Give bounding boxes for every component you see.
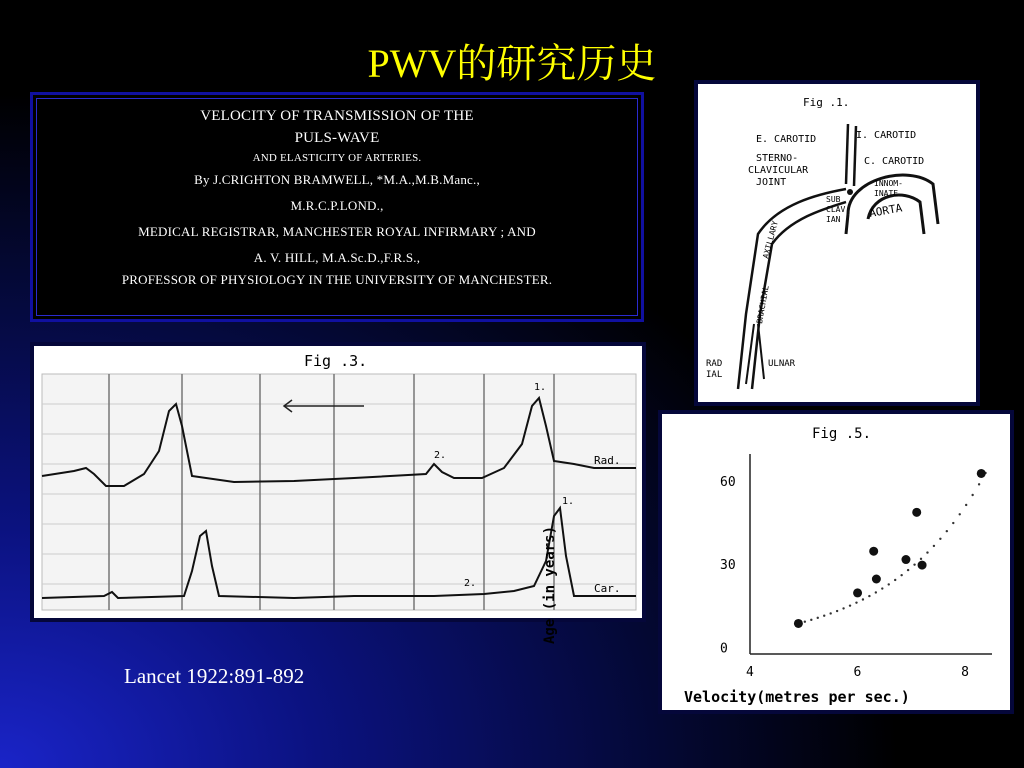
label-c-carotid: C. CAROTID — [864, 156, 925, 167]
paper-author-2: A. V. HILL, M.A.Sc.D.,F.R.S., — [253, 250, 421, 265]
trend-dot — [849, 604, 851, 606]
x-tick-label: 8 — [961, 665, 969, 680]
label-peak-1-rad: 1. — [534, 382, 547, 393]
label-inate: INATE — [874, 189, 899, 198]
trend-dot — [946, 530, 948, 532]
label-ulnar: ULNAR — [768, 359, 796, 369]
trend-dot — [933, 545, 935, 547]
paper-title-line-2: PULS-WAVE — [294, 130, 380, 146]
data-point — [794, 619, 803, 628]
label-car: Car. — [594, 582, 621, 595]
label-clavicular: CLAVICULAR — [748, 165, 809, 176]
paper-author-1-affiliation: MEDICAL REGISTRAR, MANCHESTER ROYAL INFIRMARY ; AND — [138, 224, 536, 239]
slide-title: PWV的研究历史 — [367, 41, 657, 86]
y-tick-label: 60 — [720, 474, 736, 490]
label-clav: CLAV — [826, 205, 846, 214]
citation-text: Lancet 1922:891-892 — [124, 664, 305, 688]
trend-dot — [881, 587, 883, 589]
trend-dot — [900, 574, 902, 576]
label-i-carotid: I. CAROTID — [856, 130, 917, 141]
data-point — [869, 547, 878, 556]
trend-dot — [875, 591, 877, 593]
fig1-frame — [694, 80, 980, 406]
data-point — [977, 469, 986, 478]
fig3-caption: Fig .3. — [304, 352, 368, 370]
paper-author-1: By J.CRIGHTON BRAMWELL, *M.A.,M.B.Manc., — [194, 172, 480, 187]
trend-dot — [855, 601, 857, 603]
trend-dot — [804, 621, 806, 623]
label-aorta: AORTA — [868, 201, 904, 220]
paper-author-1-degrees: M.R.C.P.LOND., — [290, 198, 384, 213]
trend-dot — [888, 583, 890, 585]
paper-subtitle: AND ELASTICITY OF ARTERIES. — [252, 152, 422, 164]
trend-dot — [823, 615, 825, 617]
paper-header-box — [30, 92, 644, 322]
fig1-caption: Fig .1. — [803, 96, 850, 109]
trend-dot — [971, 494, 973, 496]
data-point — [912, 508, 921, 517]
label-ian: IAN — [826, 215, 841, 224]
y-tick-label: 0 — [720, 641, 728, 657]
label-innom: INNOM- — [874, 179, 903, 188]
trend-dot — [939, 538, 941, 540]
y-tick-label: 30 — [720, 558, 736, 574]
trend-dot — [907, 569, 909, 571]
x-tick-label: 6 — [853, 665, 862, 680]
trend-dot — [952, 522, 954, 524]
trend-dot — [862, 598, 864, 600]
trend-dot — [810, 619, 812, 621]
label-radial-2: IAL — [706, 370, 723, 380]
trend-dot — [965, 504, 967, 506]
data-point — [872, 575, 881, 584]
label-radial-1: RAD — [706, 359, 723, 369]
trend-dot — [959, 513, 961, 515]
label-peak-1-car: 1. — [562, 496, 575, 507]
x-tick-label: 4 — [746, 665, 754, 680]
label-joint: JOINT — [756, 177, 787, 188]
data-point — [853, 588, 862, 597]
trend-dot — [894, 579, 896, 581]
label-sterno: STERNO- — [756, 153, 799, 164]
data-point — [918, 561, 927, 570]
trend-dot — [913, 563, 915, 565]
label-rad: Rad. — [594, 454, 621, 467]
trend-dot — [926, 551, 928, 553]
label-peak-2-car: 2. — [464, 578, 477, 589]
trend-dot — [842, 607, 844, 609]
trend-dot — [836, 610, 838, 612]
trend-dot — [868, 595, 870, 597]
label-e-carotid: E. CAROTID — [756, 134, 817, 145]
label-peak-2-rad: 2. — [434, 450, 447, 461]
trend-dot — [978, 483, 980, 485]
trend-dot — [817, 617, 819, 619]
x-axis-label: Velocity(metres per sec.) — [684, 688, 910, 706]
label-sub: SUB — [826, 195, 841, 204]
y-axis-label: Age (in years) — [542, 525, 558, 644]
trend-dot — [829, 612, 831, 614]
paper-title-line-1: VELOCITY OF TRANSMISSION OF THE — [200, 108, 474, 124]
label-brachial: BRACHIAL — [755, 284, 771, 325]
fig5-caption: Fig .5. — [812, 426, 872, 442]
trend-dot — [920, 558, 922, 560]
paper-author-2-affiliation: PROFESSOR OF PHYSIOLOGY IN THE UNIVERSITY OF MANCHESTER. — [121, 272, 553, 287]
data-point — [901, 555, 910, 564]
arterial-tree-diagram — [698, 84, 976, 402]
fig1-image — [698, 84, 976, 402]
label-axillary: AXILLARY — [761, 219, 780, 260]
